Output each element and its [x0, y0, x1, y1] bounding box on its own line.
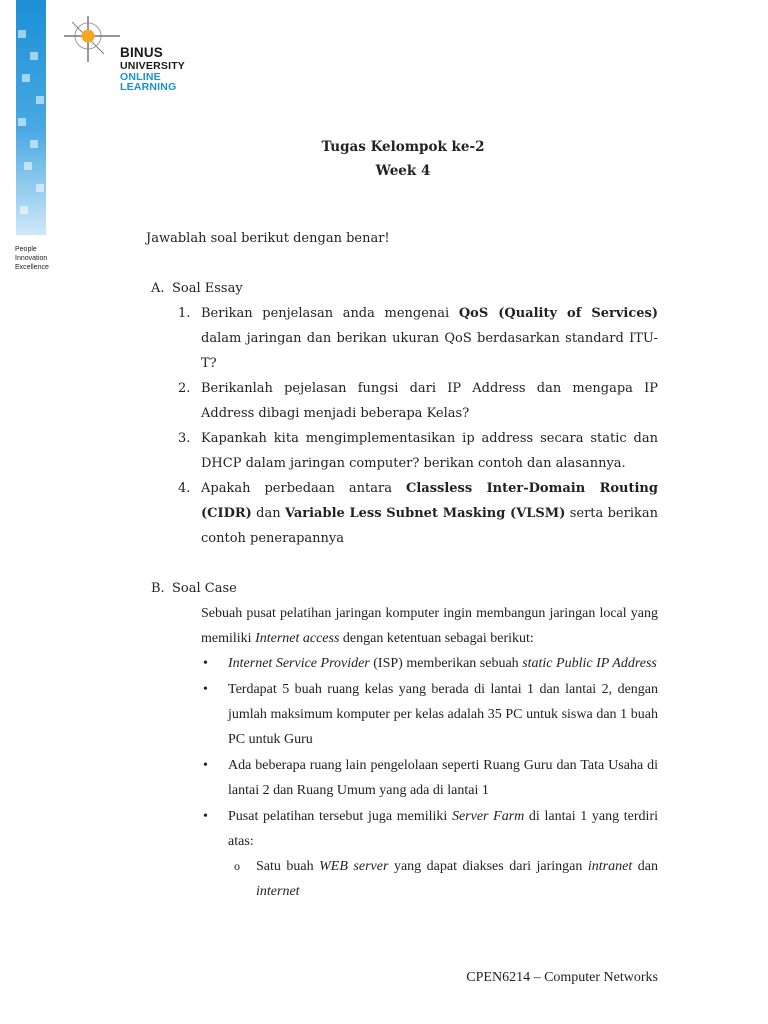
bullet-emphasis: static Public IP Address: [522, 656, 657, 671]
section-a-heading: [146, 276, 658, 301]
sub-bullet-icon: o: [234, 859, 240, 873]
band-tile: [36, 96, 44, 104]
sub-bullet-emphasis: intranet: [587, 859, 633, 874]
section-b-title: Soal Case: [172, 581, 237, 596]
question-text: dalam jaringan dan berikan ukuran QoS berdasarkan standard ITU-T?: [201, 331, 658, 371]
page-footer: CPEN6214 – Computer Networks: [466, 970, 658, 985]
bullet-text: di lantai 1 yang terdiri atas:: [228, 809, 658, 849]
server-farm-item: [234, 854, 658, 904]
decorative-side-band: [0, 0, 48, 240]
question-number: 2.: [178, 381, 191, 396]
sub-bullet-text: Satu buah: [256, 859, 320, 874]
band-tile: [18, 30, 26, 38]
server-farm-list: [228, 854, 658, 904]
band-tile: [36, 184, 44, 192]
intro-text: Jawablah soal berikut dengan benar!: [146, 231, 390, 246]
document-title: Tugas Kelompok ke-2: [321, 139, 485, 155]
bullet-icon: •: [203, 656, 208, 671]
case-bullet: [203, 651, 658, 676]
question-text: Berikan penjelasan anda mengenai: [201, 306, 459, 321]
essay-question: [178, 301, 658, 376]
section-b-label: B.: [151, 581, 165, 596]
sub-bullet-text: dan: [632, 859, 658, 874]
logo-text-online: ONLINE: [120, 71, 161, 83]
bullet-icon: •: [203, 682, 208, 697]
question-bold-term: Variable Less Subnet Masking (VLSM): [284, 506, 566, 521]
essay-question: [178, 376, 658, 426]
section-a-label: A.: [151, 281, 165, 296]
tagline-excellence: Excellence: [15, 264, 49, 271]
bullet-emphasis: Server Farm: [451, 809, 525, 824]
logo-text-learning: LEARNING: [120, 81, 177, 93]
essay-question-list: [146, 301, 658, 551]
bullet-text: (ISP) memberikan sebuah: [369, 656, 523, 671]
sub-bullet-text: yang dapat diakses dari jaringan: [388, 859, 588, 874]
case-bullet: [203, 677, 658, 752]
band-tile: [20, 206, 28, 214]
question-text: serta berikan contoh penerapannya: [201, 506, 658, 546]
question-number: 3.: [178, 431, 191, 446]
case-intro-text: Sebuah pusat pelatihan jaringan komputer ingin membangun jaringan local yang memiliki: [201, 606, 658, 646]
question-bold-term: Classless Inter-Domain Routing (CIDR): [201, 481, 658, 521]
bullet-emphasis: Internet Service Provider: [228, 656, 370, 671]
question-text: dan: [251, 506, 285, 521]
bullet-text: Pusat pelatihan tersebut juga memiliki: [228, 809, 452, 824]
question-text: Kapankah kita mengimplementasikan ip address secara static dan DHCP dalam jaringan computer? berikan contoh dan alasannya.: [201, 431, 658, 471]
sub-bullet-emphasis: internet: [256, 884, 300, 899]
tagline-people: People: [15, 246, 37, 253]
document-body: [146, 226, 658, 905]
binus-logo-mark-icon: [64, 16, 120, 64]
band-tile: [30, 52, 38, 60]
binus-logo: [64, 16, 186, 98]
sub-bullet-emphasis: WEB server: [319, 859, 389, 874]
bullet-text: Ada beberapa ruang lain pengelolaan seperti Ruang Guru dan Tata Usaha di lantai 2 dan Ruang Umum yang ada di lantai 1: [228, 758, 658, 798]
case-intro-text: dengan ketentuan sebagai berikut:: [339, 631, 534, 646]
band-tile: [22, 74, 30, 82]
bullet-icon: •: [203, 758, 208, 773]
logo-text-university: UNIVERSITY: [120, 60, 186, 72]
logo-text-binus: BINUS: [120, 45, 164, 60]
question-text: Berikanlah pejelasan fungsi dari IP Address dan mengapa IP Address dibagi menjadi beberapa Kelas?: [201, 381, 658, 421]
case-bullet-list: [146, 651, 658, 904]
bullet-icon: •: [203, 809, 208, 824]
bullet-text: Terdapat 5 buah ruang kelas yang berada di lantai 1 dan lantai 2, dengan jumlah maksimum komputer per kelas adalah 35 PC untuk siswa dan 1 buah PC untuk Guru: [228, 682, 658, 747]
section-b-heading: [146, 576, 658, 601]
case-intro: [146, 601, 658, 651]
band-tile: [18, 118, 26, 126]
tagline: [15, 245, 49, 272]
question-bold-term: QoS (Quality of Services): [458, 306, 658, 321]
section-a-title: Soal Essay: [172, 281, 243, 296]
question-number: 1.: [178, 306, 191, 321]
question-text: Apakah perbedaan antara: [201, 481, 406, 496]
document-subtitle: Week 4: [375, 163, 431, 179]
case-bullet: [203, 804, 658, 904]
case-intro-emphasis: Internet access: [255, 631, 340, 646]
tagline-innovation: Innovation: [15, 255, 48, 262]
case-bullet: [203, 753, 658, 803]
essay-question: [178, 426, 658, 476]
question-number: 4.: [178, 481, 191, 496]
essay-question: [178, 476, 658, 551]
